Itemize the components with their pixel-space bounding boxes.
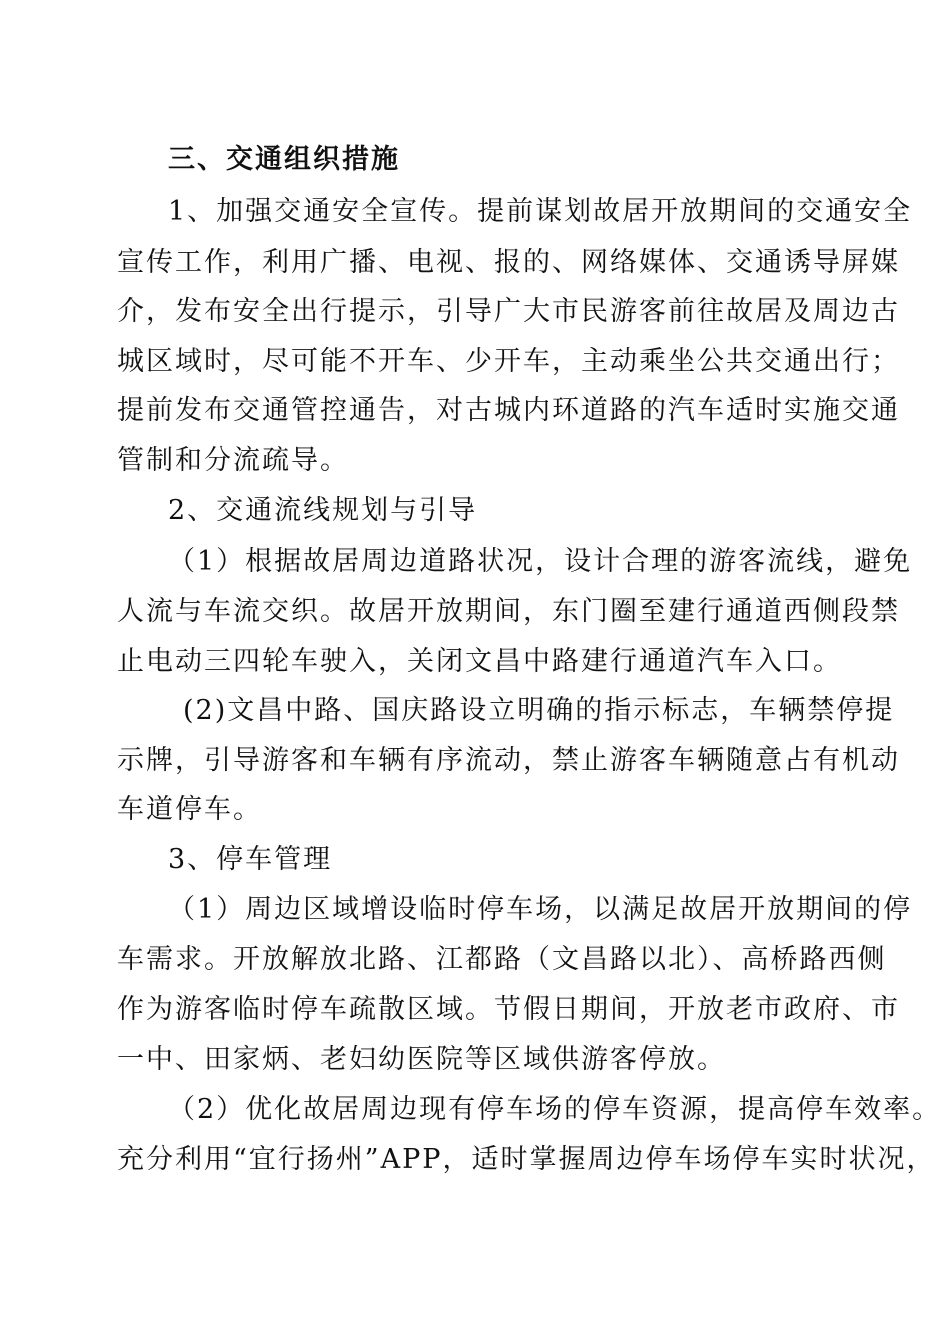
paragraph-line: 示牌，引导游客和车辆有序流动，禁止游客车辆随意占有机动 bbox=[117, 745, 900, 776]
paragraph-line: 管制和分流疏导。 bbox=[117, 445, 349, 476]
paragraph-line: 充分利用“宜行扬州”APP，适时掌握周边停车场停车实时状况， bbox=[117, 1144, 936, 1175]
paragraph-line: 介，发布安全出行提示，引导广大市民游客前往故居及周边古 bbox=[117, 296, 900, 327]
paragraph-line: 作为游客临时停车疏散区域。节假日期间，开放老市政府、市 bbox=[117, 994, 900, 1025]
paragraph-line: 车道停车。 bbox=[117, 794, 262, 825]
paragraph-line: 1、加强交通安全宣传。提前谋划故居开放期间的交通安全 bbox=[168, 196, 913, 227]
subsection-heading: 2、交通流线规划与引导 bbox=[168, 495, 478, 526]
section-heading: 三、交通组织措施 bbox=[168, 144, 400, 175]
subsection-heading: 3、停车管理 bbox=[168, 844, 333, 875]
paragraph-line: （1）周边区域增设临时停车场，以满足故居开放期间的停 bbox=[168, 894, 913, 925]
paragraph-line: （1）根据故居周边道路状况，设计合理的游客流线，避免 bbox=[168, 546, 913, 577]
paragraph-line: 车需求。开放解放北路、江都路（文昌路以北）、高桥路西侧 bbox=[117, 944, 887, 975]
paragraph-line: 提前发布交通管控通告，对古城内环道路的汽车适时实施交通 bbox=[117, 395, 900, 426]
paragraph-line: 城区域时，尽可能不开车、少开车，主动乘坐公共交通出行； bbox=[117, 346, 900, 377]
paragraph-line: 宣传工作，利用广播、电视、报的、网络媒体、交通诱导屏媒 bbox=[117, 247, 900, 278]
paragraph-line: (2)文昌中路、国庆路设立明确的指示标志，车辆禁停提 bbox=[183, 695, 895, 726]
paragraph-line: 人流与车流交织。故居开放期间，东门圈至建行通道西侧段禁 bbox=[117, 596, 900, 627]
paragraph-line: （2）优化故居周边现有停车场的停车资源，提高停车效率。 bbox=[168, 1094, 942, 1125]
paragraph-line: 止电动三四轮车驶入，关闭文昌中路建行通道汽车入口。 bbox=[117, 646, 842, 677]
paragraph-line: 一中、田家炳、老妇幼医院等区域供游客停放。 bbox=[117, 1044, 726, 1075]
